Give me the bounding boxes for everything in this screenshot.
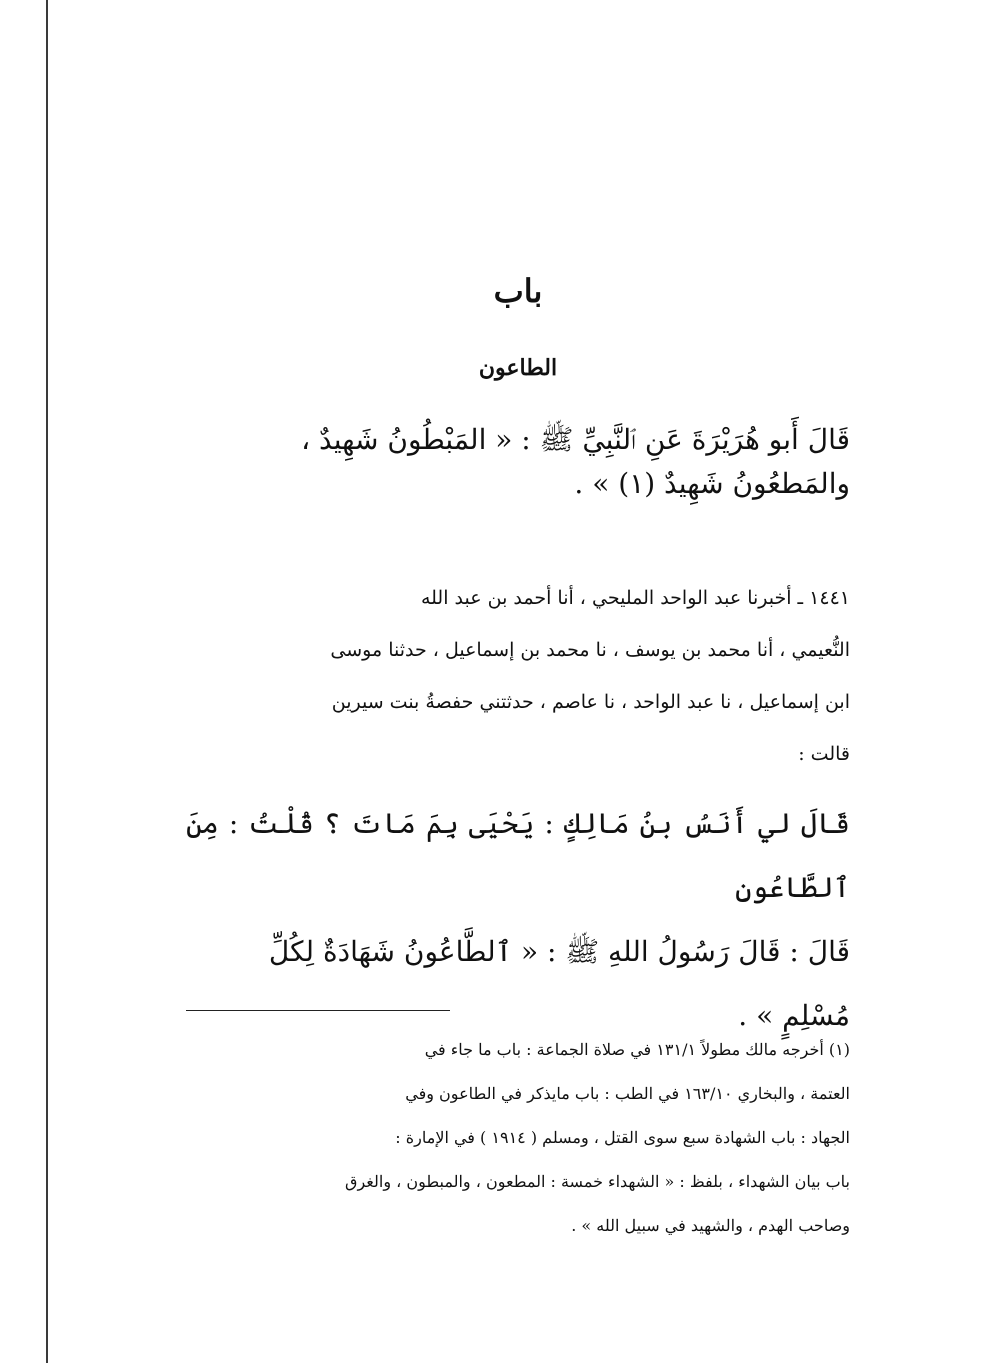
narration-line-2: النُّعيمي ، أنا محمد بن يوسف ، نا محمد بن إسماعيل ، حدثنا موسى <box>330 639 850 661</box>
footnote-line-2: العتمة ، والبخاري ١٦٣/١٠ في الطب : باب مايذكر في الطاعون وفي <box>405 1084 850 1103</box>
footnote-1 <box>186 1028 850 1248</box>
page-margin-rule <box>46 0 48 1363</box>
footnote-line-5: وصاحب الهدم ، والشهيد في سبيل الله » . <box>571 1216 850 1235</box>
footnote-separator <box>186 1010 450 1011</box>
hadith-2-line-1: قَالَ لي أَنَسُ بنُ مَالِكٍ : يَحْيَى بِمَ مَاتَ ؟ قُلْتُ : مِنَ ٱلطَّاعُونِ <box>186 807 850 904</box>
narration-line-1: ١٤٤١ ـ أخبرنا عبد الواحد المليحي ، أنا أحمد بن عبد الله <box>420 587 850 609</box>
hadith-1-line-2: والمَطعُونُ شَهِيدٌ (١) » . <box>574 467 850 500</box>
hadith-2-line-3: مُسْلِمٍ » . <box>738 999 850 1032</box>
footnote-line-1: (١) أخرجه مالك مطولاً ١٣١/١ في صلاة الجماعة : باب ما جاء في <box>424 1040 850 1059</box>
footnote-line-3: الجهاد : باب الشهادة سبع سوى القتل ، ومسلم ( ١٩١٤ ) في الإمارة : <box>395 1128 850 1147</box>
hadith-2-line-2: قَالَ : قَالَ رَسُولُ اللهِ ﷺ : « ٱلطَّاعُونُ شَهَادَةٌ لِكُلِّ <box>268 935 850 968</box>
narration-line-4: قالت : <box>798 743 850 765</box>
chapter-heading: باب <box>493 272 543 310</box>
footnote-line-4: باب بيان الشهداء ، بلفظ : « الشهداء خمسة : المطعون ، والمبطون ، والغرق <box>345 1172 850 1191</box>
book-page <box>186 0 850 1363</box>
chapter-title: الطاعون <box>478 355 558 381</box>
narration-line-3: ابن إسماعيل ، نا عبد الواحد ، نا عاصم ، حدثتني حفصةُ بنت سيرين <box>331 691 850 713</box>
hadith-text-1 <box>186 418 850 506</box>
narration-chain-1441 <box>186 572 850 780</box>
hadith-1-line-1: قَالَ أَبو هُرَيْرَةَ عَنِ ٱلنَّبِيِّ ﷺ : « المَبْطُونُ شَهِيدٌ ، <box>301 423 850 456</box>
